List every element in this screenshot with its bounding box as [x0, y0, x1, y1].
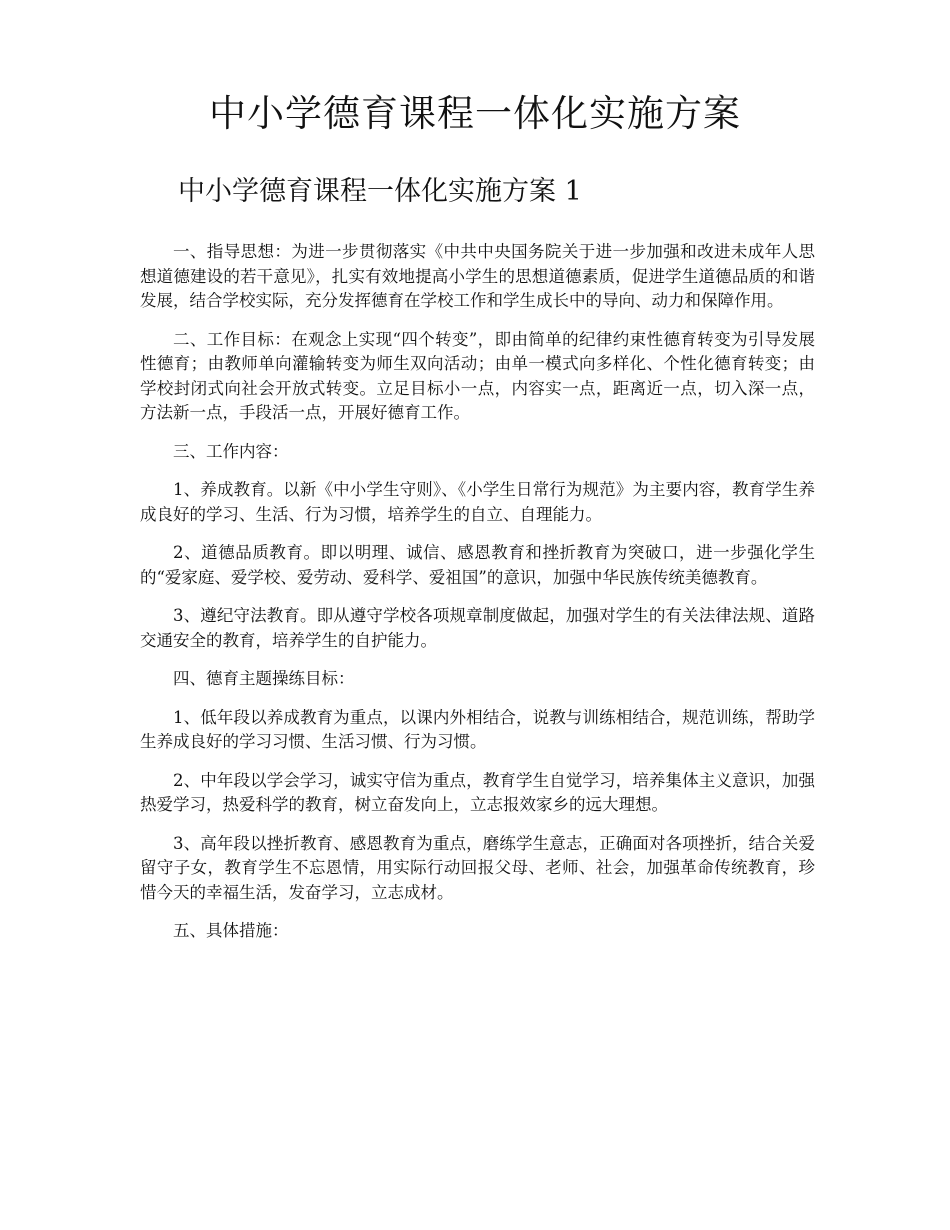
paragraph-middle-grades: 2、中年段以学会学习，诚实守信为重点，教育学生自觉学习，培养集体主义意识，加强热爱学习，热爱科学的教育，树立奋发向上，立志报效家乡的远大理想。 — [140, 770, 815, 814]
paragraph-work-goals: 二、工作目标：在观念上实现“四个转变”，即由简单的纪律约束性德育转变为引导发展性德育；由教师单向灌输转变为师生双向活动；由单一模式向多样化、个性化德育转变；由学校封闭式向社会开放式转变。立足目标小一点，内容实一点，距离近一点，切入深一点，方法新一点，手段活一点，开展好德育工作。 — [140, 329, 815, 422]
paragraph-theme-goals-heading: 四、德育主题操练目标： — [173, 669, 355, 688]
paragraph-work-content-heading: 三、工作内容： — [173, 441, 289, 461]
paragraph-lower-grades: 1、低年段以养成教育为重点，以课内外相结合，说教与训练相结合，规范训练，帮助学生养成良好的学习习惯、生活习惯、行为习惯。 — [140, 707, 815, 751]
paragraph-habit-education: 1、养成教育。以新《中小学生守则》、《小学生日常行为规范》为主要内容，教育学生养成良好的学习、生活、行为习惯，培养学生的自立、自理能力。 — [140, 480, 815, 524]
document-body — [140, 240, 815, 958]
paragraph-measures-heading: 五、具体措施： — [173, 921, 289, 940]
paragraph-guiding-ideology: 一、指导思想：为进一步贯彻落实《中共中央国务院关于进一步加强和改进未成年人思想道德建设的若干意见》，扎实有效地提高小学生的思想道德素质，促进学生道德品质的和谐发展，结合学校实际，充分发挥德育在学校工作和学生成长中的导向、动力和保障作用。 — [140, 242, 815, 310]
section-title: 中小学德育课程一体化实施方案 1 — [178, 176, 582, 207]
document-title: 中小学德育课程一体化实施方案 — [209, 92, 741, 135]
paragraph-upper-grades: 3、高年段以挫折教育、感恩教育为重点，磨练学生意志，正确面对各项挫折，结合关爱留守子女，教育学生不忘恩情，用实际行动回报父母、老师、社会，加强革命传统教育，珍惜今天的幸福生活，发奋学习，立志成材。 — [140, 833, 815, 902]
paragraph-law-education: 3、遵纪守法教育。即从遵守学校各项规章制度做起，加强对学生的有关法律法规、道路交通安全的教育，培养学生的自护能力。 — [140, 606, 815, 650]
paragraph-moral-education: 2、道德品质教育。即以明理、诚信、感恩教育和挫折教育为突破口，进一步强化学生的“爱家庭、爱学校、爱劳动、爱科学、爱祖国”的意识，加强中华民族传统美德教育。 — [140, 543, 815, 587]
